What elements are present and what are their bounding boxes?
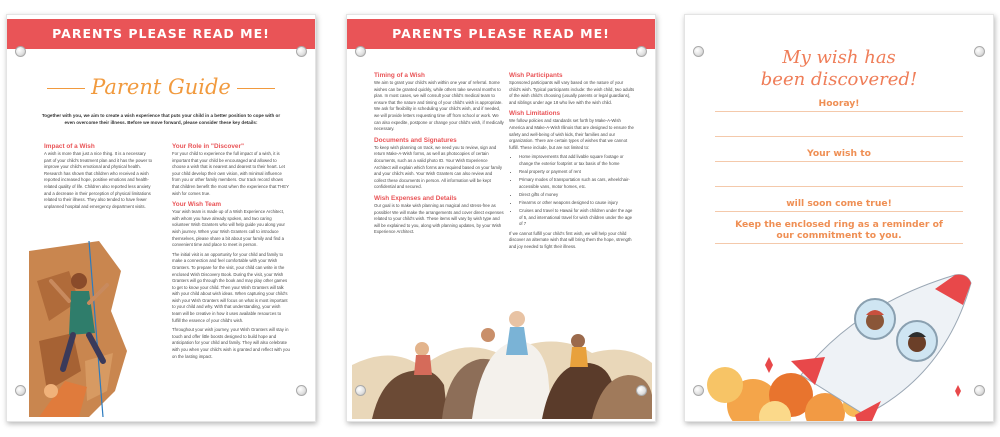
binder-hole xyxy=(15,385,26,396)
section-body: A wish is more than just a nice thing. It is a necessary part of your child's treatment plan and it has the power to improve your child's emotional and physical health. Research has shown that children who received a wish reported increased hope, positive emotions and health-related quality of life. Children also reported less anxiety and a decrease in their perception of physical limitations related to their illness. They also tended to have fewer unplanned hospital and emergency department visits. xyxy=(44,151,153,209)
binder-hole xyxy=(15,46,26,57)
intro-text: Together with you, we aim to create a wish experience that puts your child in a better position to cope with or even overcome their illness. Before we move forward, please consider these key details: xyxy=(41,113,281,125)
limitations-list xyxy=(509,154,636,227)
title-rule xyxy=(47,88,85,89)
wish-details-page xyxy=(346,14,656,422)
list-item: • Real property or payment of rent xyxy=(519,169,636,176)
binder-hole xyxy=(693,46,704,57)
list-item: • Primary modes of transportation such as cars, wheelchair-accessible vans, motor homes, etc. xyxy=(519,177,636,190)
binder-hole xyxy=(355,385,366,396)
section-body: Sponsored participants will vary based on the nature of your child's wish. Typical participants include: the wish child, two adults of the wish child's choosing (usually parents or legal guardians), and siblings under age 18 who live with the wish child. xyxy=(509,80,635,105)
wish-discovered-page xyxy=(684,14,994,422)
blank-line xyxy=(715,122,963,137)
binder-hole xyxy=(355,46,366,57)
section-heading: Impact of a Wish xyxy=(44,143,95,150)
section-heading: Timing of a Wish xyxy=(374,72,425,79)
left-column xyxy=(44,139,154,213)
wish-title xyxy=(685,47,993,91)
section-body: To keep wish planning on track, we need you to review, sign and return Make-A-Wish forms, as well as photocopies of certain documents, such as a valid photo ID. Your Wish Experience Architect will explain which forms are required based on your family and your child's wish. Your Wish Granters can also review and collect these documents in person. All information will be kept confidential and secured. xyxy=(374,144,503,190)
title-rule xyxy=(237,88,275,89)
right-column xyxy=(172,139,290,363)
section-body: The initial visit is an opportunity for your child and family to make a connection and feel comfortable with your Wish Granters. To prepare for the visit, your child can write in the enclosed Wish Discovery Book. During the visit, your Wish Granters will go through the book and may play other games to get to know your child. Then your Wish Granters will talk with your child about wish ideas. When capturing your child's wish your Wish Granters will focus on what is most important to your child and why. With that understanding, your wish team will be creative in how it uses available resources to fulfill the essence of your child's wish. xyxy=(172,251,288,323)
commitment-text: our commitment to you. xyxy=(715,229,963,244)
section-heading: Your Wish Team xyxy=(172,201,222,209)
rock-climber-illustration xyxy=(29,241,157,417)
rocket-illustration xyxy=(705,265,994,422)
keep-ring-text: Keep the enclosed ring as a reminder of xyxy=(735,219,943,230)
section-body: Your wish team is made up of a Wish Experience Architect, with whom you have already spoken, and two caring volunteer Wish Granters who will help guide you along your wish journey. When your Wish Granters call to introduce themselves, please share a bit about your family and find a convenient time and place to meet in person. xyxy=(172,209,285,248)
section-heading: Wish Limitations xyxy=(509,110,561,118)
binder-hole xyxy=(636,46,647,57)
parent-guide-page xyxy=(6,14,316,422)
wish-title-line: been discovered! xyxy=(760,69,918,90)
page-banner: PARENTS PLEASE READ ME! xyxy=(347,19,655,49)
title-text: Parent Guide xyxy=(91,75,231,99)
list-item: • Direct gifts of money xyxy=(519,192,636,199)
section-body: Throughout your wish journey, your Wish Granters will stay in touch and offer little boosts designed to build hope and anticipation for your child and family. They will also celebrate with you when your child's wish is granted and reflect with you on the lasting impact. xyxy=(172,327,290,359)
binder-hole xyxy=(296,46,307,57)
section-heading: Wish Expenses and Details xyxy=(374,194,457,202)
left-column xyxy=(374,68,504,239)
will-soon-text: will soon come true! xyxy=(715,197,963,212)
section-body: We follow policies and standards set forth by Make-A-Wish America and Make-A-Wish Illinois that are designed to ensure the safety and well-being of wish kids, their families and our organization. There are certain types of wishes that we cannot fulfill. These include, but are not limited to: xyxy=(509,118,634,150)
blank-line xyxy=(715,172,963,187)
list-item: • Home improvements that add livable square footage or change the exterior footprint or tax basis of the home xyxy=(519,154,636,167)
right-column xyxy=(509,68,636,254)
hooray-text: Hooray! xyxy=(715,97,963,112)
binder-hole xyxy=(693,385,704,396)
wish-title-line: My wish has xyxy=(782,47,896,68)
page-title xyxy=(7,75,315,99)
page-banner: PARENTS PLEASE READ ME! xyxy=(7,19,315,49)
horse-riders-illustration xyxy=(352,305,652,419)
list-item: • Firearms or other weapons designed to cause injury xyxy=(519,200,636,207)
section-body: For your child to experience the full impact of a wish, it is important that your child be encouraged and allowed to choose a wish that is nearest and dearest to their heart. Let your child develop their own vision, with minimal influence from you or other family members. Our track record shows that children benefit the most when the experience that THEY wish for comes true. xyxy=(172,151,289,196)
list-item: • Cruises and travel to Hawaii for wish children under the age of 5, and international travel for wish children under the age of 7 xyxy=(519,208,636,228)
section-body: If we cannot fulfill your child's first wish, we will help your child discover an alternate wish that will bring them the hope, strength and joy needed to fight their illness. xyxy=(509,230,632,249)
section-heading: Your Role in "Discover" xyxy=(172,143,244,150)
your-wish-text: Your wish to xyxy=(715,147,963,162)
binder-hole xyxy=(636,385,647,396)
section-body: We aim to grant your child's wish within one year of referral. Some wishes can be granted quickly, while others take several months to plan. In most cases, we will consult your child's medical team to ensure that the nature and timing of your child's wish is appropriate. We ask for flexibility in scheduling your child's wish, and if needed, we will provide letters requesting time off from school or work. We can also expedite, postpone or change your child's wish, if medically necessary. xyxy=(374,80,504,132)
section-heading: Wish Participants xyxy=(509,72,563,79)
binder-hole xyxy=(974,385,985,396)
binder-hole xyxy=(296,385,307,396)
binder-hole xyxy=(974,46,985,57)
section-body: Our goal is to make wish planning as magical and stress-free as possible! We will make the arrangements and cover direct expenses related to your child's wish. These items will vary by wish type and will be explained to you, along with planning updates, by your Wish Experience Architect. xyxy=(374,202,504,235)
section-heading: Documents and Signatures xyxy=(374,136,457,144)
